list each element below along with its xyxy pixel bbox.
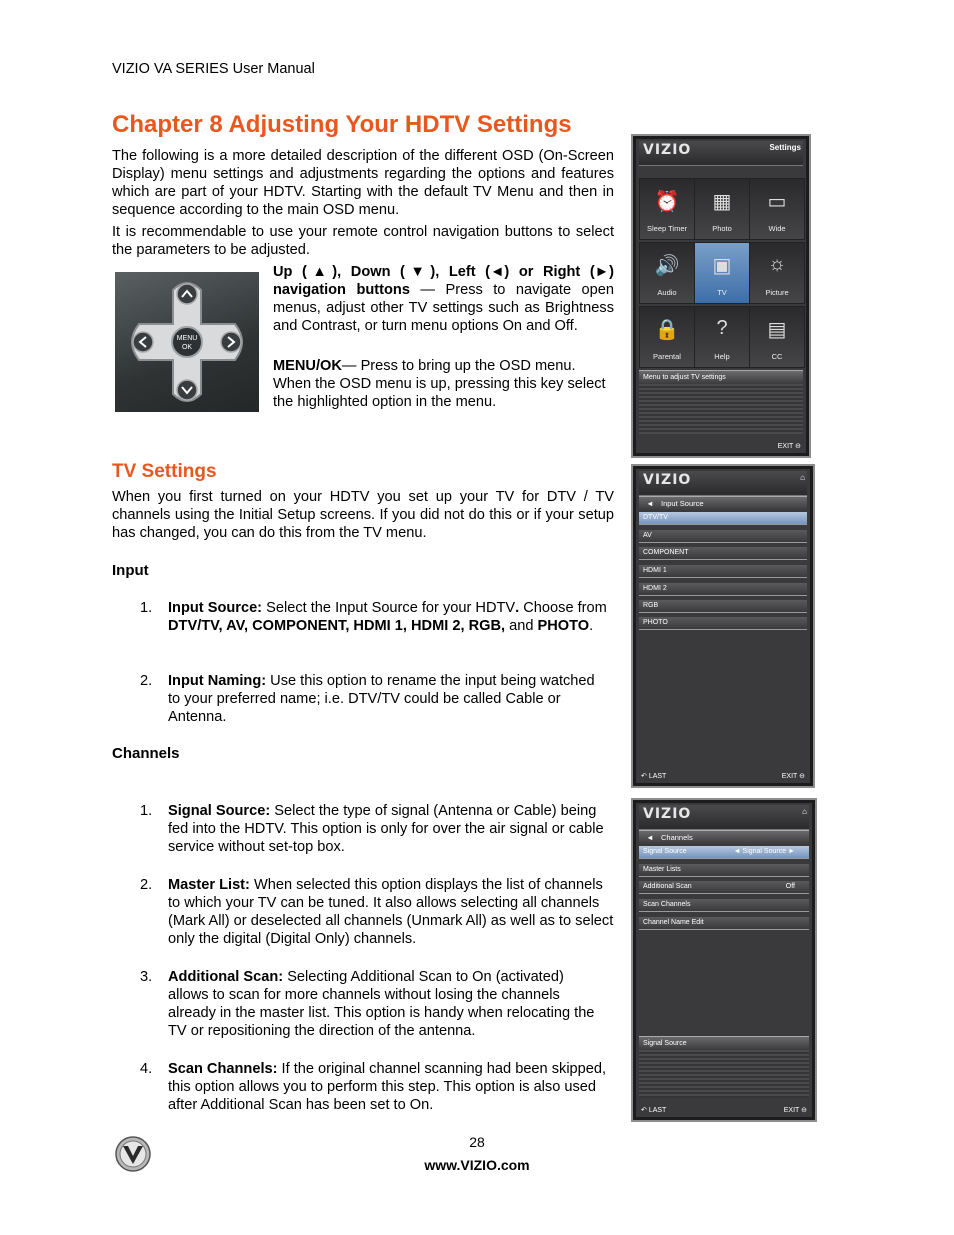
tile-cc[interactable]: ▤ CC [749,306,805,368]
menu-item-additional-scan[interactable]: Additional Scan Off [639,881,809,894]
exit-icon: ⊖ [801,1107,807,1114]
osd-exit-button[interactable]: EXIT ⊖ [781,773,805,780]
osd-input-source-header: ◄ Input Source [639,496,807,510]
home-icon[interactable]: ⌂ [800,473,805,482]
chapter-title: Chapter 8 Adjusting Your HDTV Settings [112,111,572,138]
menuok-description [273,357,614,411]
tile-photo[interactable]: ▦ Photo [694,178,750,240]
remote-ok-label: OK [181,344,193,351]
menu-item-rgb[interactable]: RGB [639,600,807,613]
vizio-logo: VIZIO [643,142,692,158]
remote-dpad-icon [115,272,259,412]
return-icon: ↶ [641,773,647,780]
osd-last-button[interactable]: ↶ LAST [641,773,667,780]
input-heading: Input [112,562,149,579]
tv-settings-heading: TV Settings [112,461,217,482]
input-naming-label: Input Naming: [168,673,267,689]
osd-last-button[interactable]: ↶ LAST [641,1107,667,1114]
menu-item-hdmi-2[interactable]: HDMI 2 [639,583,807,596]
exit-icon: ⊖ [799,773,805,780]
menu-item-hdmi-1[interactable]: HDMI 1 [639,565,807,578]
back-arrow-icon[interactable]: ◄ [646,499,654,508]
menu-item-master-lists[interactable]: Master Lists [639,864,809,877]
website-link[interactable]: www.VIZIO.com [424,1157,530,1173]
input-item-1: 1. Input Source: Select the Input Source for your HDTV. Choose from DTV/TV, AV, COMPONENT, HDMI 1, HDMI 2, RGB, and PHOTO. [140,600,607,634]
back-arrow-icon[interactable]: ◄ [646,833,654,842]
remote-control-image [115,272,259,412]
photo-icon: ▦ [712,191,732,213]
input-source-label: Input Source: [168,600,263,616]
nav-buttons-text: — Press to navigate open menus, adjust other TV settings such as Brightness and Contrast, or turn menu options On and Off. [273,282,615,334]
channels-item-3: 3. Additional Scan: Selecting Additional Scan to On (activated) allows to scan for more channels without losing the channels already in the master list. This option is handy when relocating the TV or repositioning the direction of the antenna. [140,969,595,1039]
osd-channels-screen [631,798,817,1122]
vizio-logo: VIZIO [643,472,692,488]
menu-item-component[interactable]: COMPONENT [639,547,807,560]
osd-description-bar: Menu to adjust TV settings [639,370,803,384]
brightness-icon: ☼ [767,253,787,275]
osd-settings-title: Settings [769,143,801,152]
osd-settings-screen [631,134,811,458]
osd-description-area [639,384,803,434]
right-arrow-icon: ► [786,848,795,855]
tile-audio[interactable]: 🔊 Audio [639,242,695,304]
nav-buttons-description [273,263,614,335]
home-icon[interactable]: ⌂ [802,807,807,816]
screen-icon: ▭ [767,191,787,213]
tv-icon: ▣ [712,255,732,277]
menu-item-av[interactable]: AV [639,530,807,543]
help-icon: ? [716,317,728,339]
vizio-logo: VIZIO [643,806,692,822]
caption-icon: ▤ [767,319,787,341]
osd-description-bar: Signal Source [639,1036,809,1050]
menu-item-channel-name-edit[interactable]: Channel Name Edit [639,917,809,930]
menuok-label: MENU/OK [273,358,342,374]
exit-icon: ⊖ [795,443,801,450]
clock-icon: ⏰ [654,191,680,213]
tile-help[interactable]: ? Help [694,306,750,368]
osd-input-source-screen [631,464,815,788]
lock-icon: 🔒 [654,319,680,341]
page-number: 28 [469,1134,485,1150]
osd-exit-button[interactable]: EXIT ⊖ [777,443,801,450]
manual-header: VIZIO VA SERIES User Manual [112,61,315,77]
tile-tv[interactable]: ▣ TV [694,242,750,304]
menu-item-photo[interactable]: PHOTO [639,617,807,630]
tv-settings-paragraph: When you first turned on your HDTV you set up your TV for DTV / TV channels using the Initial Setup screens. If you did not do this or if your setup has changed, you can do this from the TV menu. [112,489,614,541]
tile-parental[interactable]: 🔒 Parental [639,306,695,368]
menu-item-dtv-tv[interactable]: DTV/TV [639,512,807,525]
channels-item-2: 2. Master List: When selected this option displays the list of channels to which your TV can be tuned. It also allows selecting all channels (Mark All) or deselected all channels (Unmark All) as well as to select only the digital (Digital Only) channels. [140,877,614,947]
menu-item-scan-channels[interactable]: Scan Channels [639,899,809,912]
channels-item-4: 4. Scan Channels: If the original channel scanning had been skipped, this option allows you to perform this step. This option is also used after Additional Scan has been set to On. [140,1061,607,1113]
channels-item-1: 1. Signal Source: Select the type of signal (Antenna or Cable) being fed into the HDTV. This option is only for over the air signal or cable service without set-top box. [140,803,604,855]
intro-paragraph-1: The following is a more detailed description of the different OSD (On-Screen Display) menu settings and adjustments regarding the options and features which are part of your HDTV. Starting with the default TV Menu and then in sequence according to the main OSD menu. [112,148,614,218]
tile-wide[interactable]: ▭ Wide [749,178,805,240]
osd-channels-header: ◄ Channels [639,830,809,844]
menuok-text: — Press to bring up the OSD menu. When the OSD menu is up, pressing this key select the highlighted option in the menu. [273,358,606,410]
osd-description-area [639,1050,809,1098]
return-icon: ↶ [641,1107,647,1114]
left-arrow-icon: ◄ [733,848,743,855]
input-item-2: 2. Input Naming: Use this option to rename the input being watched to your preferred name; i.e. DTV/TV could be called Cable or Antenna. [140,673,595,725]
tile-sleep-timer[interactable]: ⏰ Sleep Timer [639,178,695,240]
osd-exit-button[interactable]: EXIT ⊖ [783,1107,807,1114]
speaker-icon: 🔊 [654,255,680,277]
intro-paragraph-2: It is recommendable to use your remote control navigation buttons to select the parameters to be adjusted. [112,224,614,258]
nav-buttons-label: Up (▲), Down (▼), Left (◄) or Right (►) navigation buttons [273,264,614,298]
menu-item-signal-source[interactable]: Signal Source ◄ Signal Source ► [639,846,809,859]
remote-menu-label: MENU [176,335,198,342]
tile-picture[interactable]: ☼ Picture [749,242,805,304]
channels-heading: Channels [112,745,180,762]
